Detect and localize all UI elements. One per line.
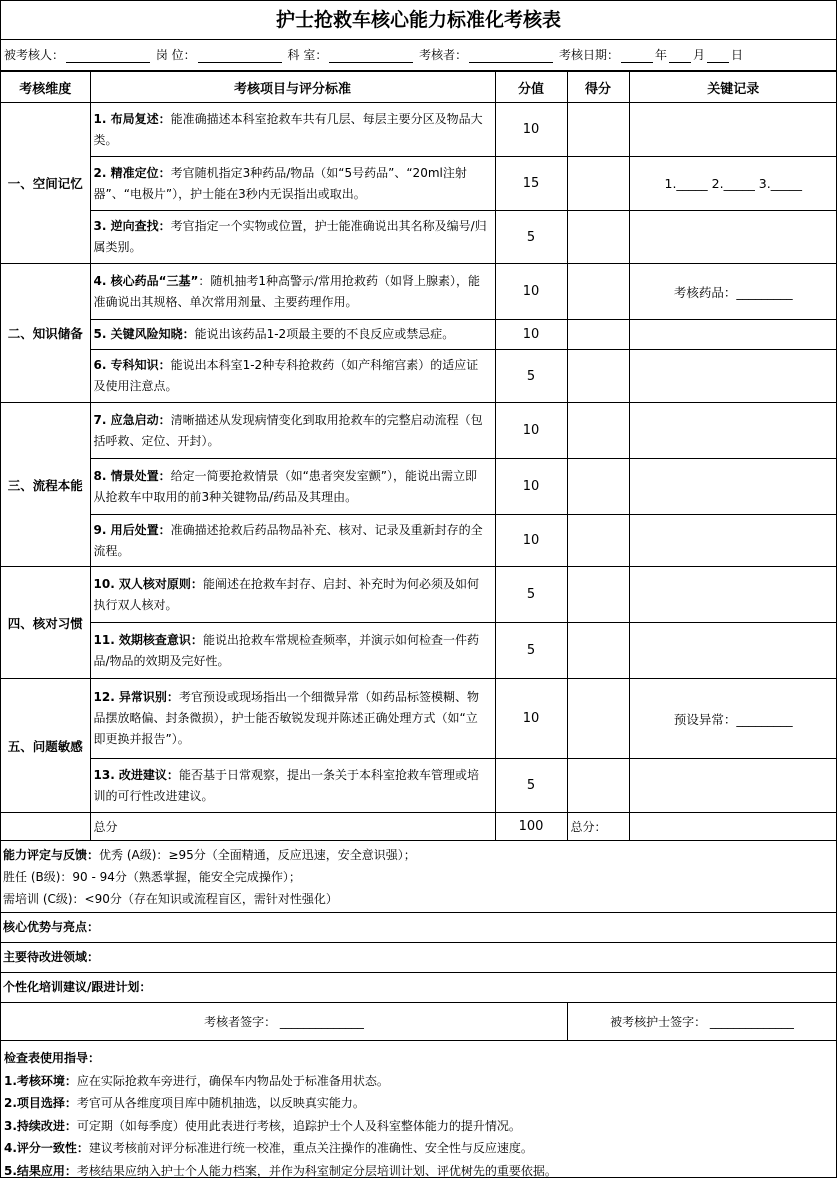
record-cell[interactable] [629,567,837,623]
improvement-field[interactable]: 主要待改进领域： [1,943,836,973]
guide-item [4,1092,836,1115]
guide-item [4,1115,836,1138]
item-text: 考官预设或现场指出一个细微异常（如药品标签模糊、物品摆放略偏、封条微损），护士能否敏锐发现并陈述正确处理方式（如“立即更换并报告”）。 [94,690,479,746]
header-dimension: 考核维度 [1,72,90,103]
total-score: 100 [495,813,567,841]
item-number: 9. 用后处置： [94,523,171,537]
month-field[interactable] [669,48,691,63]
score-cell: 10 [495,320,567,350]
score-cell: 10 [495,103,567,157]
item-cell [90,403,495,459]
nurse-signature[interactable]: 被考核护士签字： ______________ [568,1003,836,1040]
score-cell: 5 [495,567,567,623]
item-cell [90,623,495,679]
record-cell[interactable]: 1._____ 2._____ 3._____ [629,157,837,211]
position-field[interactable] [198,48,282,63]
record-cell[interactable] [629,211,837,264]
item-number: 2. 精准定位： [94,166,171,180]
item-number: 8. 情景处置： [94,469,171,483]
day-field[interactable] [707,48,729,63]
dimension-label: 二、知识储备 [1,264,90,403]
item-number: 10. 双人核对原则： [94,577,203,591]
table-row [1,403,837,459]
got-score-cell[interactable] [567,103,629,157]
total-row [1,813,837,841]
got-score-cell[interactable] [567,567,629,623]
record-cell[interactable] [629,459,837,515]
total-label: 总分 [90,813,495,841]
item-text: 能说出本科室1-2种专科抢救药（如产科缩宫素）的适应证及使用注意点。 [94,358,479,393]
table-row [1,567,837,623]
record-cell[interactable] [629,403,837,459]
item-text: 给定一简要抢救情景（如“患者突发室颤”），能说出需立即从抢救车中取用的前3种关键物品/药品及其理由。 [94,469,478,504]
signature-row [1,1003,836,1041]
table-row [1,103,837,157]
got-score-cell[interactable] [567,211,629,264]
total-got-field[interactable] [629,813,837,841]
assessment-table [1,71,837,841]
header-got: 得分 [567,72,629,103]
guide-item-text: 应在实际抢救车旁进行，确保车内物品处于标准备用状态。 [77,1074,389,1088]
item-text: 准确描述抢救后药品物品补充、核对、记录及重新封存的全流程。 [94,523,483,558]
department-field[interactable] [329,48,413,63]
guide-item-text: 可定期（如每季度）使用此表进行考核，追踪护士个人及科室整体能力的提升情况。 [77,1119,521,1133]
table-row [1,320,837,350]
record-cell[interactable] [629,515,837,567]
dimension-label: 四、核对习惯 [1,567,90,679]
record-cell[interactable]: 预设异常：_________ [629,679,837,759]
month-label: 月 [693,48,705,62]
item-number: 1. 布局复述： [94,112,171,126]
evaluation-section [1,841,836,913]
got-score-cell[interactable] [567,679,629,759]
item-cell [90,515,495,567]
table-row [1,211,837,264]
table-row [1,515,837,567]
header-record: 关键记录 [629,72,837,103]
item-text: 能阐述在抢救车封存、启封、补充时为何必须及如何执行双人核对。 [94,577,479,612]
table-row [1,350,837,403]
got-score-cell[interactable] [567,320,629,350]
guide-item-head: 5.结果应用： [4,1164,77,1178]
year-field[interactable] [621,48,653,63]
examinee-field[interactable] [66,48,150,63]
item-cell [90,157,495,211]
score-cell: 10 [495,515,567,567]
table-row [1,679,837,759]
dimension-label: 一、空间记忆 [1,103,90,264]
guide-title: 检查表使用指导： [4,1047,836,1070]
got-score-cell[interactable] [567,350,629,403]
usage-guide [1,1041,836,1182]
got-score-cell[interactable] [567,264,629,320]
score-cell: 10 [495,459,567,515]
got-score-cell[interactable] [567,403,629,459]
header-score: 分值 [495,72,567,103]
score-cell: 5 [495,759,567,813]
item-cell [90,759,495,813]
score-cell: 10 [495,679,567,759]
guide-item-head: 3.持续改进： [4,1119,77,1133]
grade-b: 胜任 (B级)：90 - 94分（熟悉掌握，能安全完成操作）； [3,866,836,888]
total-blank-cell [1,813,90,841]
date-label: 考核日期： [559,48,619,62]
day-label: 日 [731,48,743,62]
item-cell [90,320,495,350]
score-cell: 10 [495,264,567,320]
training-plan-field[interactable]: 个性化培训建议/跟进计划： [1,973,836,1003]
item-text: 能否基于日常观察，提出一条关于本科室抢救车管理或培训的可行性改进建议。 [94,768,479,803]
grade-c: 需培训 (C级)：<90分（存在知识或流程盲区，需针对性强化） [3,888,836,910]
table-row [1,759,837,813]
score-cell: 5 [495,211,567,264]
record-cell[interactable] [629,623,837,679]
page-title: 护士抢救车核心能力标准化考核表 [1,1,836,40]
guide-item [4,1137,836,1160]
score-cell: 5 [495,623,567,679]
item-cell [90,567,495,623]
item-text: 能准确描述本科室抢救车共有几层、每层主要分区及物品大类。 [94,112,483,147]
item-text: 考官随机指定3种药品/物品（如“5号药品”、“20ml注射器”、“电极片”），护士能在3秒内无误指出或取出。 [94,166,467,201]
dimension-label: 三、流程本能 [1,403,90,567]
item-cell [90,459,495,515]
item-number: 3. 逆向查找： [94,219,171,233]
item-text: 清晰描述从发现病情变化到取用抢救车的完整启动流程（包括呼救、定位、开封）。 [94,413,483,448]
item-cell [90,211,495,264]
item-text: 能说出抢救车常规检查频率，并演示如何检查一件药品/物品的效期及完好性。 [94,633,479,668]
got-score-cell[interactable] [567,623,629,679]
guide-item-head: 1.考核环境： [4,1074,77,1088]
table-row [1,623,837,679]
got-score-cell[interactable] [567,157,629,211]
item-number: 4. 核心药品“三基” [94,274,199,288]
got-score-cell[interactable] [567,459,629,515]
item-number: 13. 改进建议： [94,768,179,782]
year-label: 年 [655,48,667,62]
record-cell[interactable]: 考核药品：_________ [629,264,837,320]
item-cell [90,264,495,320]
guide-item-head: 2.项目选择： [4,1096,77,1110]
grade-a: 优秀 (A级)：≥95分（全面精通，反应迅速，安全意识强）； [99,848,416,862]
item-cell [90,103,495,157]
item-text: ：随机抽考1种高警示/常用抢救药（如肾上腺素），能准确说出其规格、单次常用剂量、主要药理作用。 [94,274,481,309]
item-cell [90,350,495,403]
evaluation-line-a [3,844,836,866]
item-number: 7. 应急启动： [94,413,171,427]
examiner-signature[interactable]: 考核者签字： ______________ [1,1003,568,1040]
table-row [1,157,837,211]
guide-item-text: 考核结果应纳入护士个人能力档案，并作为科室制定分层培训计划、评优树先的重要依据。 [77,1164,557,1178]
got-score-cell[interactable] [567,515,629,567]
item-number: 11. 效期核查意识： [94,633,203,647]
guide-item [4,1070,836,1093]
guide-item-head: 4.评分一致性： [4,1141,89,1155]
header-item: 考核项目与评分标准 [90,72,495,103]
examinee-info-row [1,40,836,71]
got-score-cell[interactable] [567,759,629,813]
record-cell[interactable] [629,350,837,403]
guide-item-text: 建议考核前对评分标准进行统一校准，重点关注操作的准确性、安全性与反应速度。 [89,1141,533,1155]
table-row [1,264,837,320]
item-number: 6. 专科知识： [94,358,171,372]
score-cell: 5 [495,350,567,403]
record-cell[interactable] [629,320,837,350]
examiner-label: 考核者： [419,48,467,62]
strengths-field[interactable]: 核心优势与亮点： [1,913,836,943]
position-label: 岗 位： [156,48,196,62]
total-got-label: 总分： [567,813,629,841]
item-text: 能说出该药品1-2项最主要的不良反应或禁忌症。 [195,327,455,341]
record-cell[interactable] [629,759,837,813]
dimension-label: 五、问题敏感 [1,679,90,813]
department-label: 科 室： [288,48,328,62]
record-cell[interactable] [629,103,837,157]
item-cell [90,679,495,759]
examinee-label: 被考核人： [4,48,64,62]
evaluation-label: 能力评定与反馈： [3,848,99,862]
item-number: 12. 异常识别： [94,690,179,704]
table-row [1,459,837,515]
table-header-row [1,72,837,103]
examiner-field[interactable] [469,48,553,63]
score-cell: 10 [495,403,567,459]
score-cell: 15 [495,157,567,211]
item-number: 5. 关键风险知晓： [94,327,195,341]
guide-item-text: 考官可从各维度项目库中随机抽选，以反映真实能力。 [77,1096,365,1110]
item-text: 考官指定一个实物或位置，护士能准确说出其名称及编号/归属类别。 [94,219,487,254]
